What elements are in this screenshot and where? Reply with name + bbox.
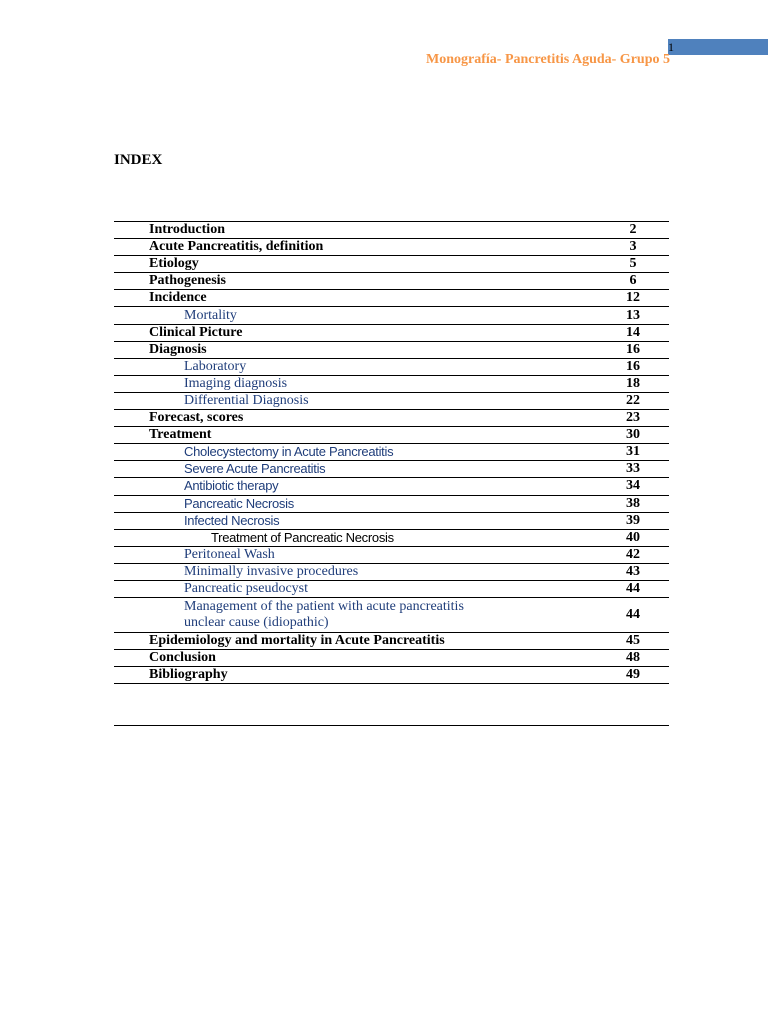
toc-entry-page: 43	[596, 564, 669, 580]
toc-row[interactable]	[114, 376, 669, 393]
toc-entry-label[interactable]: Antibiotic therapy	[184, 478, 279, 494]
toc-row[interactable]	[114, 633, 669, 650]
toc-row[interactable]	[114, 478, 669, 495]
toc-row[interactable]	[114, 547, 669, 564]
toc-entry-page: 2	[596, 222, 669, 238]
toc-entry-label[interactable]: Cholecystectomy in Acute Pancreatitis	[184, 444, 394, 460]
toc-entry-page: 6	[596, 273, 669, 289]
toc-row[interactable]	[114, 307, 669, 324]
toc-entry-label[interactable]: Epidemiology and mortality in Acute Pancreatitis	[149, 632, 445, 648]
toc-entry-label[interactable]: Imaging diagnosis	[184, 375, 288, 391]
toc-entry-page: 3	[596, 239, 669, 255]
index-heading: INDEX	[114, 152, 163, 168]
toc-row[interactable]	[114, 667, 669, 684]
toc-entry-label[interactable]: Minimally invasive procedures	[184, 563, 359, 579]
toc-entry-page: 34	[596, 478, 669, 494]
toc-row[interactable]	[114, 239, 669, 256]
bottom-rule	[114, 725, 669, 726]
toc-entry-label[interactable]: Introduction	[149, 222, 225, 238]
toc-entry-page: 48	[596, 650, 669, 666]
toc-row[interactable]	[114, 564, 669, 581]
toc-row[interactable]	[114, 359, 669, 376]
toc-row[interactable]	[114, 290, 669, 307]
toc-entry-page: 44	[596, 607, 669, 623]
toc-row[interactable]	[114, 410, 669, 427]
toc-row[interactable]	[114, 598, 669, 633]
toc-entry-label[interactable]: Treatment of Pancreatic Necrosis	[211, 529, 394, 545]
toc-entry-page: 40	[596, 530, 669, 546]
toc-row[interactable]	[114, 530, 669, 547]
toc-row[interactable]	[114, 513, 669, 530]
toc-entry-page: 33	[596, 461, 669, 477]
toc-entry-label[interactable]: Clinical Picture	[149, 324, 243, 340]
toc-entry-page: 30	[596, 427, 669, 443]
toc-row[interactable]	[114, 444, 669, 461]
toc-entry-page: 49	[596, 667, 669, 683]
toc-row[interactable]	[114, 393, 669, 410]
toc-entry-label[interactable]: Laboratory	[184, 358, 247, 374]
toc-entry-page: 23	[596, 410, 669, 426]
toc-entry-page: 18	[596, 376, 669, 392]
table-of-contents	[114, 221, 669, 684]
toc-row[interactable]	[114, 325, 669, 342]
toc-entry-label[interactable]: Peritoneal Wash	[184, 546, 275, 562]
toc-entry-label[interactable]: Management of the patient with acute pancreatitis unclear cause (idiopathic)	[184, 598, 464, 630]
toc-entry-label[interactable]: Bibliography	[149, 666, 228, 682]
toc-entry-page: 44	[596, 581, 669, 597]
toc-entry-label[interactable]: Treatment	[149, 427, 212, 443]
toc-entry-label[interactable]: Pathogenesis	[149, 273, 226, 289]
toc-entry-label[interactable]: Pancreatic pseudocyst	[184, 581, 309, 597]
toc-entry-page: 45	[596, 633, 669, 649]
toc-entry-label[interactable]: Mortality	[184, 307, 237, 323]
toc-entry-label[interactable]: Severe Acute Pancreatitis	[184, 461, 326, 477]
toc-entry-page: 14	[596, 325, 669, 341]
toc-row[interactable]	[114, 427, 669, 444]
toc-entry-label[interactable]: Pancreatic Necrosis	[184, 495, 294, 511]
toc-entry-label[interactable]: Incidence	[149, 290, 207, 306]
toc-entry-label[interactable]: Infected Necrosis	[184, 512, 280, 528]
toc-entry-page: 38	[596, 496, 669, 512]
toc-row[interactable]	[114, 461, 669, 478]
toc-entry-label[interactable]: Conclusion	[149, 649, 216, 665]
page-number-tab	[668, 39, 768, 55]
toc-entry-label[interactable]: Differential Diagnosis	[184, 392, 309, 408]
toc-entry-label[interactable]: Etiology	[149, 256, 199, 272]
toc-entry-page: 22	[596, 393, 669, 409]
toc-entry-label[interactable]: Diagnosis	[149, 341, 207, 357]
page-number: 1	[668, 40, 674, 54]
toc-entry-page: 13	[596, 308, 669, 324]
toc-entry-label[interactable]: Acute Pancreatitis, definition	[149, 239, 324, 255]
toc-entry-page: 16	[596, 359, 669, 375]
toc-entry-page: 5	[596, 256, 669, 272]
toc-row[interactable]	[114, 650, 669, 667]
toc-entry-page: 16	[596, 342, 669, 358]
toc-entry-page: 12	[596, 290, 669, 306]
toc-row[interactable]	[114, 581, 669, 598]
toc-row[interactable]	[114, 342, 669, 359]
toc-row[interactable]	[114, 256, 669, 273]
toc-entry-page: 39	[596, 513, 669, 529]
toc-row[interactable]	[114, 496, 669, 513]
toc-row[interactable]	[114, 222, 669, 239]
header-title: Monografía- Pancretitis Aguda- Grupo 5	[426, 52, 670, 67]
toc-entry-page: 31	[596, 444, 669, 460]
toc-entry-page: 42	[596, 547, 669, 563]
toc-entry-label[interactable]: Forecast, scores	[149, 410, 244, 426]
toc-row[interactable]	[114, 273, 669, 290]
